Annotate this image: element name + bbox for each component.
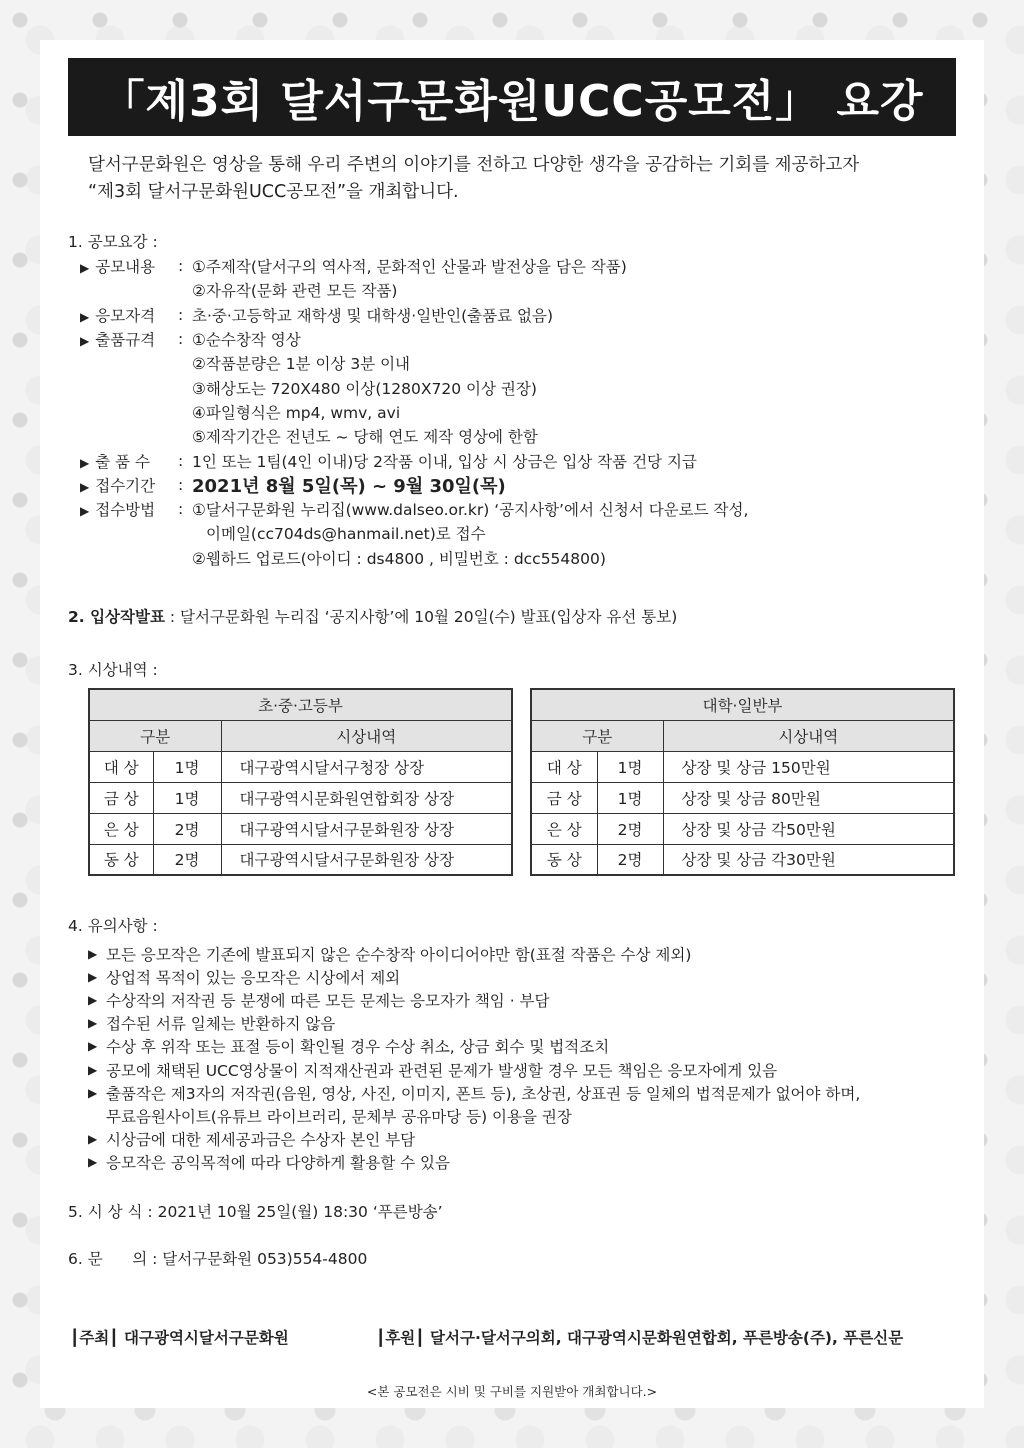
table-row [89, 813, 512, 844]
req-label: ▶ 접수방법 [80, 498, 178, 520]
req-sep: : [178, 475, 184, 494]
prize-detail: 대구광역시달서구문화원장 상장 [221, 844, 512, 875]
prize-count: 2명 [597, 813, 663, 844]
table-row [531, 844, 954, 875]
req-row [80, 521, 960, 545]
list-item: ▶ 공모에 채택된 UCC영상물이 지적재산권과 관련된 문제가 발생할 경우 모든 책임은 응모자에게 있음 [88, 1058, 968, 1081]
table-row [89, 751, 512, 782]
prize-count: 2명 [153, 813, 221, 844]
section3-heading: 3. 시상내역 : [68, 661, 158, 679]
prize-grade: 대 상 [531, 751, 597, 782]
list-item: ▶ 수상작의 저작권 등 분쟁에 따른 모든 문제는 응모자가 책임 · 부담 [88, 988, 968, 1011]
section1-heading: 1. 공모요강 : [68, 233, 158, 251]
prize-count: 2명 [597, 844, 663, 875]
req-row [80, 254, 960, 278]
req-sep: : [178, 257, 184, 276]
prize-count: 1명 [153, 782, 221, 813]
prize-grade: 동 상 [531, 844, 597, 875]
prize-table-school [88, 688, 513, 876]
req-label [80, 524, 178, 542]
section6-text: : 달서구문화원 053)554-4800 [147, 1250, 368, 1268]
table-row [89, 844, 512, 875]
req-label [80, 354, 178, 372]
req-value: ⑤제작기간은 전년도 ~ 당해 연도 제작 영상에 한함 [192, 428, 538, 447]
list-item: ▶ 수상 후 위작 또는 표절 등이 확인될 경우 수상 취소, 상금 회수 및 법적조치 [88, 1035, 968, 1058]
req-label: ▶ 출품규격 [80, 328, 178, 350]
prize-grade: 동 상 [89, 844, 153, 875]
list-item: ▶ 응모작은 공익목적에 따라 다양하게 활용할 수 있음 [88, 1151, 968, 1174]
prize-grade: 은 상 [531, 813, 597, 844]
prize-col-header: 시상내역 [221, 720, 512, 751]
prize-table-title: 초·중·고등부 [89, 689, 512, 720]
req-row [80, 448, 960, 472]
req-row [80, 303, 960, 327]
req-label [80, 403, 178, 421]
intro-text [88, 152, 958, 206]
req-label: ▶ 응모자격 [80, 304, 178, 326]
prize-detail: 상장 및 상금 80만원 [663, 782, 954, 813]
req-value: ④파일형식은 mp4, wmv, avi [192, 403, 401, 422]
section1-requirements [80, 254, 960, 570]
prize-col-header: 구분 [531, 720, 663, 751]
submission-period-value: 2021년 8월 5일(목) ~ 9월 30일(목) [192, 475, 506, 497]
prize-detail: 대구광역시달서구청장 상장 [221, 751, 512, 782]
prize-grade: 금 상 [531, 782, 597, 813]
prize-detail: 상장 및 상금 각50만원 [663, 813, 954, 844]
req-label: ▶ 공모내용 [80, 255, 178, 277]
prize-count: 1명 [597, 782, 663, 813]
prize-col-header: 구분 [89, 720, 221, 751]
table-row [531, 782, 954, 813]
host-name: 대구광역시달서구문화원 [124, 1329, 289, 1347]
sponsor-label: ┃후원┃ [376, 1329, 425, 1347]
section5-heading: 5. 시 상 식 [68, 1203, 143, 1221]
table-row [531, 813, 954, 844]
list-item: ▶ 모든 응모작은 기존에 발표되지 않은 순수창작 아이디어야만 함(표절 작품은 수상 제외) [88, 942, 968, 965]
section5-text: : 2021년 10월 25일(월) 18:30 ‘푸른방송’ [142, 1203, 443, 1221]
sponsor-info [376, 1326, 903, 1348]
req-value: ①달서구문화원 누리집(www.dalseo.or.kr) ‘공지사항’에서 신청서 다운로드 작성, [192, 501, 749, 520]
prize-grade: 대 상 [89, 751, 153, 782]
notes-list [88, 942, 968, 1174]
req-label [80, 379, 178, 397]
section2-text: : 달서구문화원 누리집 ‘공지사항’에 10월 20일(수) 발표(입상자 유선 통보) [164, 608, 678, 626]
list-item: 무료음원사이트(유튜브 라이브러리, 문체부 공유마당 등) 이용을 권장 [106, 1107, 572, 1126]
prize-grade: 은 상 [89, 813, 153, 844]
table-row [89, 782, 512, 813]
req-value: ③해상도는 720X480 이상(1280X720 이상 권장) [192, 379, 537, 398]
req-value: ②웹하드 업로드(아이디 : ds4800 , 비밀번호 : dcc554800) [192, 549, 606, 568]
req-label: ▶ 출 품 수 [80, 450, 178, 472]
section4-heading: 4. 유의사항 : [68, 917, 158, 935]
funding-note: <본 공모전은 시비 및 구비를 지원받아 개최합니다.> [366, 1384, 658, 1399]
req-value: 1인 또는 1팀(4인 이내)당 2작품 이내, 입상 시 상금은 입상 작품 건당 지급 [192, 452, 697, 471]
req-label [80, 427, 178, 445]
prize-detail: 대구광역시달서구문화원장 상장 [221, 813, 512, 844]
req-label: ▶ 접수기간 [80, 474, 178, 496]
list-item: ▶ 시상금에 대한 제세공과금은 수상자 본인 부담 [88, 1128, 968, 1151]
req-value: 초·중·고등학교 재학생 및 대학생·일반인(출품료 없음) [192, 306, 554, 325]
section6-heading: 6. 문 의 [68, 1250, 148, 1268]
prize-col-header: 시상내역 [663, 720, 954, 751]
host-info [70, 1326, 289, 1348]
req-row [80, 424, 960, 448]
section6-line [68, 1247, 367, 1269]
req-value: ①주제작(달서구의 역사적, 문화적인 산물과 발전상을 담은 작품) [192, 258, 627, 277]
prize-detail: 대구광역시문화원연합회장 상장 [221, 782, 512, 813]
table-row [531, 751, 954, 782]
req-value: ②자유작(문화 관련 모든 작품) [192, 282, 398, 301]
req-label [80, 549, 178, 567]
req-row [80, 351, 960, 375]
prize-detail: 상장 및 상금 150만원 [663, 751, 954, 782]
prize-table-general [530, 688, 955, 876]
host-label: ┃주최┃ [70, 1329, 119, 1347]
req-sep: : [178, 305, 184, 324]
list-item: ▶ 접수된 서류 일체는 반환하지 않음 [88, 1012, 968, 1035]
section5-line [68, 1200, 443, 1222]
sponsor-names: 달서구·달서구의회, 대구광역시문화원연합회, 푸른방송(주), 푸른신문 [430, 1329, 904, 1347]
list-item: ▶ 상업적 목적이 있는 응모작은 시상에서 제외 [88, 965, 968, 988]
req-label [80, 281, 178, 299]
prize-grade: 금 상 [89, 782, 153, 813]
req-sep: : [178, 500, 184, 519]
prize-count: 2명 [153, 844, 221, 875]
req-value: ②작품분량은 1분 이상 3분 이내 [192, 355, 411, 374]
intro-line-1: 달서구문화원은 영상을 통해 우리 주변의 이야기를 전하고 다양한 생각을 공감하는 기회를 제공하고자 [88, 155, 860, 175]
list-item: ▶ 출품작은 제3자의 저작권(음원, 영상, 사진, 이미지, 폰트 등), 초상권, 상표권 등 일체의 법적문제가 없어야 하며, [88, 1081, 968, 1104]
prize-table-title: 대학·일반부 [531, 689, 954, 720]
req-row [80, 546, 960, 570]
req-sep: : [178, 451, 184, 470]
section2-line [68, 605, 677, 627]
req-row [80, 327, 960, 351]
section2-heading: 2. 입상작발표 [68, 608, 165, 626]
prize-count: 1명 [597, 751, 663, 782]
page-title: 「제3회 달서구문화원UCC공모전」 요강 [68, 58, 956, 136]
req-row [80, 375, 960, 399]
req-row [80, 278, 960, 302]
prize-detail: 상장 및 상금 각30만원 [663, 844, 954, 875]
req-row [80, 400, 960, 424]
req-row [80, 473, 960, 497]
req-sep: : [178, 330, 184, 349]
req-row [80, 497, 960, 521]
req-value: ①순수창작 영상 [192, 331, 301, 350]
req-value: 이메일(cc704ds@hanmail.net)로 접수 [206, 525, 486, 544]
intro-line-2: “제3회 달서구문화원UCC공모전”을 개최합니다. [88, 182, 459, 202]
poster-sheet [40, 40, 984, 1408]
prize-count: 1명 [153, 751, 221, 782]
